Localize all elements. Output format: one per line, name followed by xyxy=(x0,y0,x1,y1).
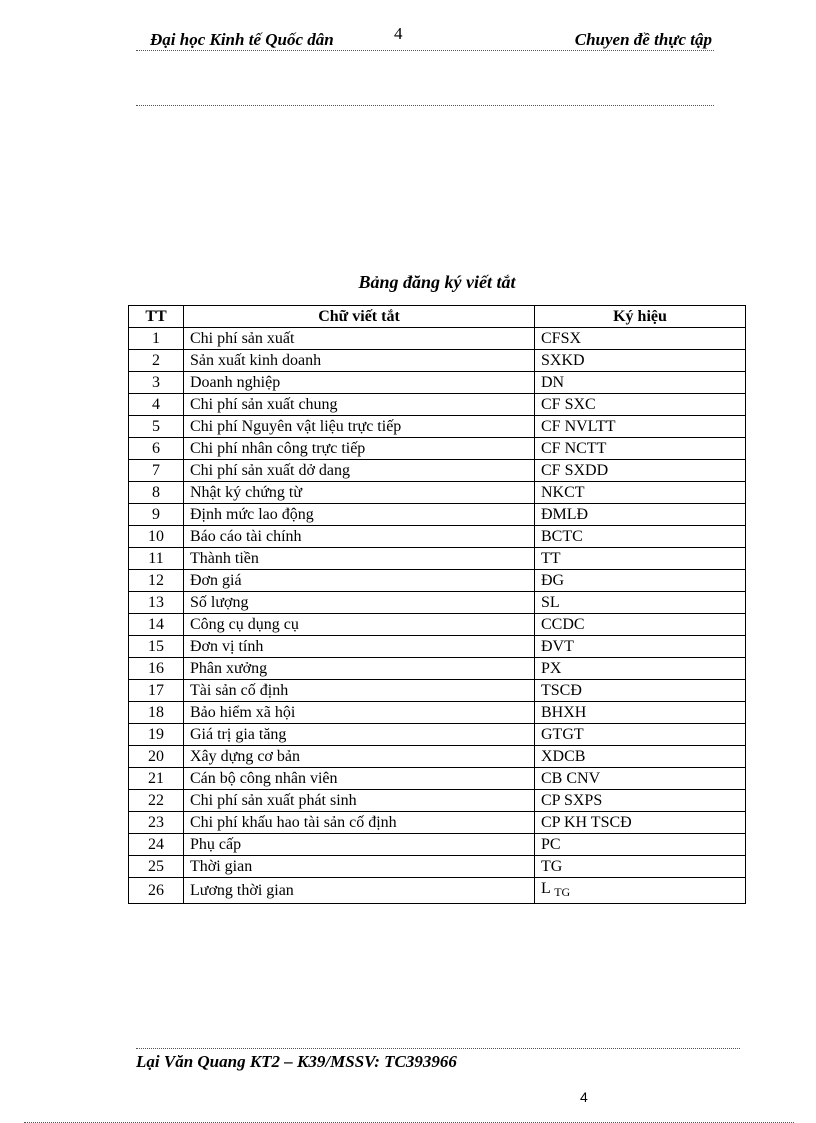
row-abbreviation-text: Lương thời gian xyxy=(184,878,535,904)
table-body xyxy=(129,328,746,904)
row-abbreviation-text: Đơn giá xyxy=(184,570,535,592)
table-row xyxy=(129,834,746,856)
row-abbreviation-text: Tài sản cố định xyxy=(184,680,535,702)
table-row xyxy=(129,724,746,746)
row-abbreviation-text: Bảo hiểm xã hội xyxy=(184,702,535,724)
row-number: 20 xyxy=(129,746,184,768)
row-abbreviation-text: Cán bộ công nhân viên xyxy=(184,768,535,790)
row-number: 11 xyxy=(129,548,184,570)
row-number: 8 xyxy=(129,482,184,504)
row-symbol: CB CNV xyxy=(535,768,746,790)
row-number: 10 xyxy=(129,526,184,548)
header-university: Đại học Kinh tế Quốc dân xyxy=(150,30,334,49)
header-document-type: Chuyen đề thực tập xyxy=(574,30,712,49)
row-number: 21 xyxy=(129,768,184,790)
row-abbreviation-text: Giá trị gia tăng xyxy=(184,724,535,746)
symbol-subscript: TG xyxy=(554,885,571,899)
column-header-abbreviation: Chữ viết tắt xyxy=(184,306,535,328)
table-header-row xyxy=(129,306,746,328)
row-symbol: CFSX xyxy=(535,328,746,350)
table-row xyxy=(129,504,746,526)
table-title: Bảng đăng ký viết tắt xyxy=(358,272,516,292)
row-abbreviation-text: Thành tiền xyxy=(184,548,535,570)
row-abbreviation-text: Định mức lao động xyxy=(184,504,535,526)
header-dotted-rule-2 xyxy=(136,105,714,106)
column-header-tt: TT xyxy=(129,306,184,328)
row-symbol: GTGT xyxy=(535,724,746,746)
row-number: 12 xyxy=(129,570,184,592)
row-symbol: XDCB xyxy=(535,746,746,768)
row-symbol: CCDC xyxy=(535,614,746,636)
row-symbol: PC xyxy=(535,834,746,856)
row-symbol: CF SXC xyxy=(535,394,746,416)
row-abbreviation-text: Số lượng xyxy=(184,592,535,614)
table-row xyxy=(129,570,746,592)
table-row xyxy=(129,812,746,834)
row-abbreviation-text: Chi phí nhân công trực tiếp xyxy=(184,438,535,460)
row-abbreviation-text: Chi phí sản xuất dở dang xyxy=(184,460,535,482)
row-abbreviation-text: Xây dựng cơ bản xyxy=(184,746,535,768)
table-row xyxy=(129,768,746,790)
table-row xyxy=(129,394,746,416)
row-number: 18 xyxy=(129,702,184,724)
row-abbreviation-text: Công cụ dụng cụ xyxy=(184,614,535,636)
table-row xyxy=(129,614,746,636)
row-symbol xyxy=(535,878,746,904)
row-abbreviation-text: Phụ cấp xyxy=(184,834,535,856)
table-row xyxy=(129,636,746,658)
row-number: 13 xyxy=(129,592,184,614)
header-page-number: 4 xyxy=(394,24,403,43)
table-row xyxy=(129,592,746,614)
row-abbreviation-text: Thời gian xyxy=(184,856,535,878)
table-row xyxy=(129,746,746,768)
row-symbol: DN xyxy=(535,372,746,394)
column-header-symbol: Ký hiệu xyxy=(535,306,746,328)
row-abbreviation-text: Doanh nghiệp xyxy=(184,372,535,394)
table-row xyxy=(129,658,746,680)
row-number: 3 xyxy=(129,372,184,394)
row-symbol: TT xyxy=(535,548,746,570)
row-symbol: SL xyxy=(535,592,746,614)
row-number: 9 xyxy=(129,504,184,526)
row-symbol: CF NCTT xyxy=(535,438,746,460)
row-number: 23 xyxy=(129,812,184,834)
row-number: 25 xyxy=(129,856,184,878)
table-row xyxy=(129,416,746,438)
row-symbol: TSCĐ xyxy=(535,680,746,702)
table-row xyxy=(129,372,746,394)
table-row xyxy=(129,702,746,724)
row-abbreviation-text: Đơn vị tính xyxy=(184,636,535,658)
row-symbol: PX xyxy=(535,658,746,680)
footer-author: Lại Văn Quang KT2 – K39/MSSV: TC393966 xyxy=(136,1052,457,1071)
table-row xyxy=(129,680,746,702)
footer-dotted-rule xyxy=(136,1048,740,1049)
symbol-main: L xyxy=(541,880,551,897)
row-abbreviation-text: Sản xuất kinh doanh xyxy=(184,350,535,372)
row-number: 4 xyxy=(129,394,184,416)
table-row xyxy=(129,878,746,904)
row-number: 19 xyxy=(129,724,184,746)
table-row xyxy=(129,790,746,812)
row-number: 6 xyxy=(129,438,184,460)
table-row xyxy=(129,328,746,350)
table-row xyxy=(129,350,746,372)
row-symbol: BHXH xyxy=(535,702,746,724)
table-row xyxy=(129,548,746,570)
page-header xyxy=(136,24,714,52)
table-row xyxy=(129,526,746,548)
row-symbol: TG xyxy=(535,856,746,878)
row-number: 26 xyxy=(129,878,184,904)
row-abbreviation-text: Chi phí Nguyên vật liệu trực tiếp xyxy=(184,416,535,438)
row-number: 17 xyxy=(129,680,184,702)
row-abbreviation-text: Phân xưởng xyxy=(184,658,535,680)
table-row xyxy=(129,460,746,482)
row-symbol: SXKD xyxy=(535,350,746,372)
table-row xyxy=(129,856,746,878)
header-dotted-rule xyxy=(136,50,714,51)
row-abbreviation-text: Chi phí sản xuất phát sinh xyxy=(184,790,535,812)
footer-page-number: 4 xyxy=(580,1089,588,1105)
row-symbol: ĐG xyxy=(535,570,746,592)
row-symbol: CP KH TSCĐ xyxy=(535,812,746,834)
table-row xyxy=(129,438,746,460)
row-abbreviation-text: Chi phí sản xuất xyxy=(184,328,535,350)
row-abbreviation-text: Chi phí sản xuất chung xyxy=(184,394,535,416)
row-abbreviation-text: Báo cáo tài chính xyxy=(184,526,535,548)
row-number: 24 xyxy=(129,834,184,856)
row-number: 2 xyxy=(129,350,184,372)
row-symbol: CF SXDD xyxy=(535,460,746,482)
row-symbol: CP SXPS xyxy=(535,790,746,812)
row-number: 22 xyxy=(129,790,184,812)
row-abbreviation-text: Nhật ký chứng từ xyxy=(184,482,535,504)
table-row xyxy=(129,482,746,504)
row-symbol: ĐMLĐ xyxy=(535,504,746,526)
row-symbol: BCTC xyxy=(535,526,746,548)
abbreviation-table xyxy=(128,305,746,904)
row-symbol: ĐVT xyxy=(535,636,746,658)
row-number: 1 xyxy=(129,328,184,350)
row-symbol: CF NVLTT xyxy=(535,416,746,438)
row-abbreviation-text: Chi phí khấu hao tài sản cố định xyxy=(184,812,535,834)
row-number: 15 xyxy=(129,636,184,658)
row-number: 7 xyxy=(129,460,184,482)
row-symbol: NKCT xyxy=(535,482,746,504)
row-number: 5 xyxy=(129,416,184,438)
row-number: 16 xyxy=(129,658,184,680)
row-number: 14 xyxy=(129,614,184,636)
